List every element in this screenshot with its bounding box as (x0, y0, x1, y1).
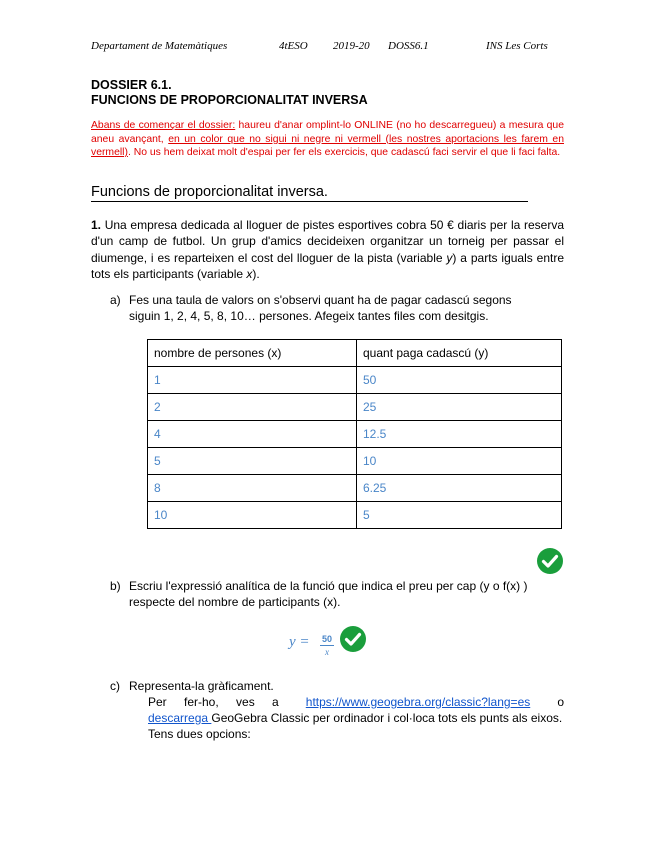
item-a-line-2: siguin 1, 2, 4, 5, 8, 10… persones. Afegeix tantes files com desitgis. (129, 309, 489, 323)
item-b-line-1: Escriu l'expressió analítica de la funció que indica el preu per cap (y o f(x) ) (129, 579, 528, 593)
item-c-line-1: Representa-la gràficament. (129, 679, 274, 693)
title-line-2: FUNCIONS DE PROPORCIONALITAT INVERSA (91, 93, 368, 107)
item-c-first-line (148, 694, 564, 710)
item-a-label: a) (110, 293, 121, 307)
table-cell-y[interactable]: 12.5 (357, 421, 562, 448)
item-c-options: Tens dues opcions: (148, 727, 251, 741)
table-cell-y[interactable]: 25 (357, 394, 562, 421)
table-cell-x[interactable]: 8 (148, 475, 357, 502)
header-school: INS Les Corts (486, 40, 548, 52)
table-cell-y[interactable]: 10 (357, 448, 562, 475)
item-c-label: c) (110, 679, 120, 693)
table-cell-y[interactable]: 50 (357, 367, 562, 394)
formula-fraction (320, 634, 334, 657)
header-year: 2019-20 (333, 40, 370, 52)
table-cell-x[interactable]: 1 (148, 367, 357, 394)
section-title: Funcions de proporcionalitat inversa. (91, 184, 328, 200)
problem-text-b: ) a parts iguals entre tots els participants (variable (91, 250, 564, 281)
values-table (147, 339, 562, 529)
table-header-x: nombre de persones (x) (148, 340, 357, 367)
item-b-line-2: respecte del nombre de participants (x). (129, 595, 341, 609)
problem-number: 1. (91, 218, 102, 232)
problem-text-a: Una empresa dedicada al lloguer de pistes esportives cobra 50 € diaris per la reserva d'un camp de futbol. Un grup d'amics decideixen organitzar un torneig per passar el diumenge, i es reparteixen el cost del lloguer de la pista (variable (91, 218, 564, 265)
item-c-second-line (148, 710, 564, 726)
item-a-text (129, 292, 565, 324)
item-b-text (129, 578, 569, 610)
item-c-or: o (557, 695, 564, 709)
item-a-line-1: Fes una taula de valors on s'observi quant ha de pagar cadascú segons (129, 293, 512, 307)
table-cell-y[interactable]: 6.25 (357, 475, 562, 502)
problem-1-statement (91, 217, 564, 282)
item-c-per: Per fer-ho, ves a (148, 695, 279, 709)
section-underline (91, 201, 528, 202)
table-row (148, 502, 562, 529)
item-c (110, 678, 570, 694)
item-b (110, 578, 570, 612)
problem-text-c: ). (252, 266, 260, 281)
document-title (91, 78, 368, 108)
header-course: 4tESO (279, 40, 308, 52)
item-a (110, 292, 570, 326)
problem-var-x: x (246, 266, 253, 281)
table-row (148, 394, 562, 421)
formula-fraction-bar (320, 645, 334, 646)
warning-part-2: haureu d'anar omplint-lo ONLINE (no ho descarregueu) a mesura que aneu avançant, (91, 120, 564, 145)
geogebra-link[interactable]: https://www.geogebra.org/classic?lang=es (305, 695, 531, 709)
table-header-row (148, 340, 562, 367)
table-row (148, 475, 562, 502)
header-department: Departament de Matemàtiques (91, 40, 228, 52)
check-circle-icon (340, 626, 366, 652)
formula-lhs: y = (289, 634, 310, 650)
table-cell-x[interactable]: 10 (148, 502, 357, 529)
download-link[interactable]: descarrega (148, 711, 212, 725)
title-line-1: DOSSIER 6.1. (91, 78, 172, 92)
table-cell-x[interactable]: 4 (148, 421, 357, 448)
table-row (148, 448, 562, 475)
problem-var-y: y (446, 250, 453, 265)
item-b-label: b) (110, 579, 121, 593)
formula-numerator: 50 (321, 634, 332, 644)
table-row (148, 367, 562, 394)
table-cell-x[interactable]: 5 (148, 448, 357, 475)
formula-denominator: x (325, 647, 329, 657)
warning-part-4: . No us hem deixat molt d'espai per fer els exercicis, que cadascú faci servir el que li faci falta. (127, 147, 561, 158)
warning-part-1: Abans de començar el dossier: (91, 120, 236, 131)
table-row (148, 421, 562, 448)
table-cell-y[interactable]: 5 (357, 502, 562, 529)
item-c-rest: GeoGebra Classic per ordinador i col·loca tots els punts als eixos. (211, 711, 563, 725)
warning-part-3: en un color que no sigui ni negre ni vermell (les nostres aportacions les farem en vermell) (91, 133, 564, 158)
warning-note (91, 119, 564, 160)
header-code: DOSS6.1 (388, 40, 429, 52)
item-c-instructions (148, 694, 564, 742)
table-cell-x[interactable]: 2 (148, 394, 357, 421)
table-header-y: quant paga cadascú (y) (357, 340, 562, 367)
check-circle-icon (537, 548, 563, 574)
